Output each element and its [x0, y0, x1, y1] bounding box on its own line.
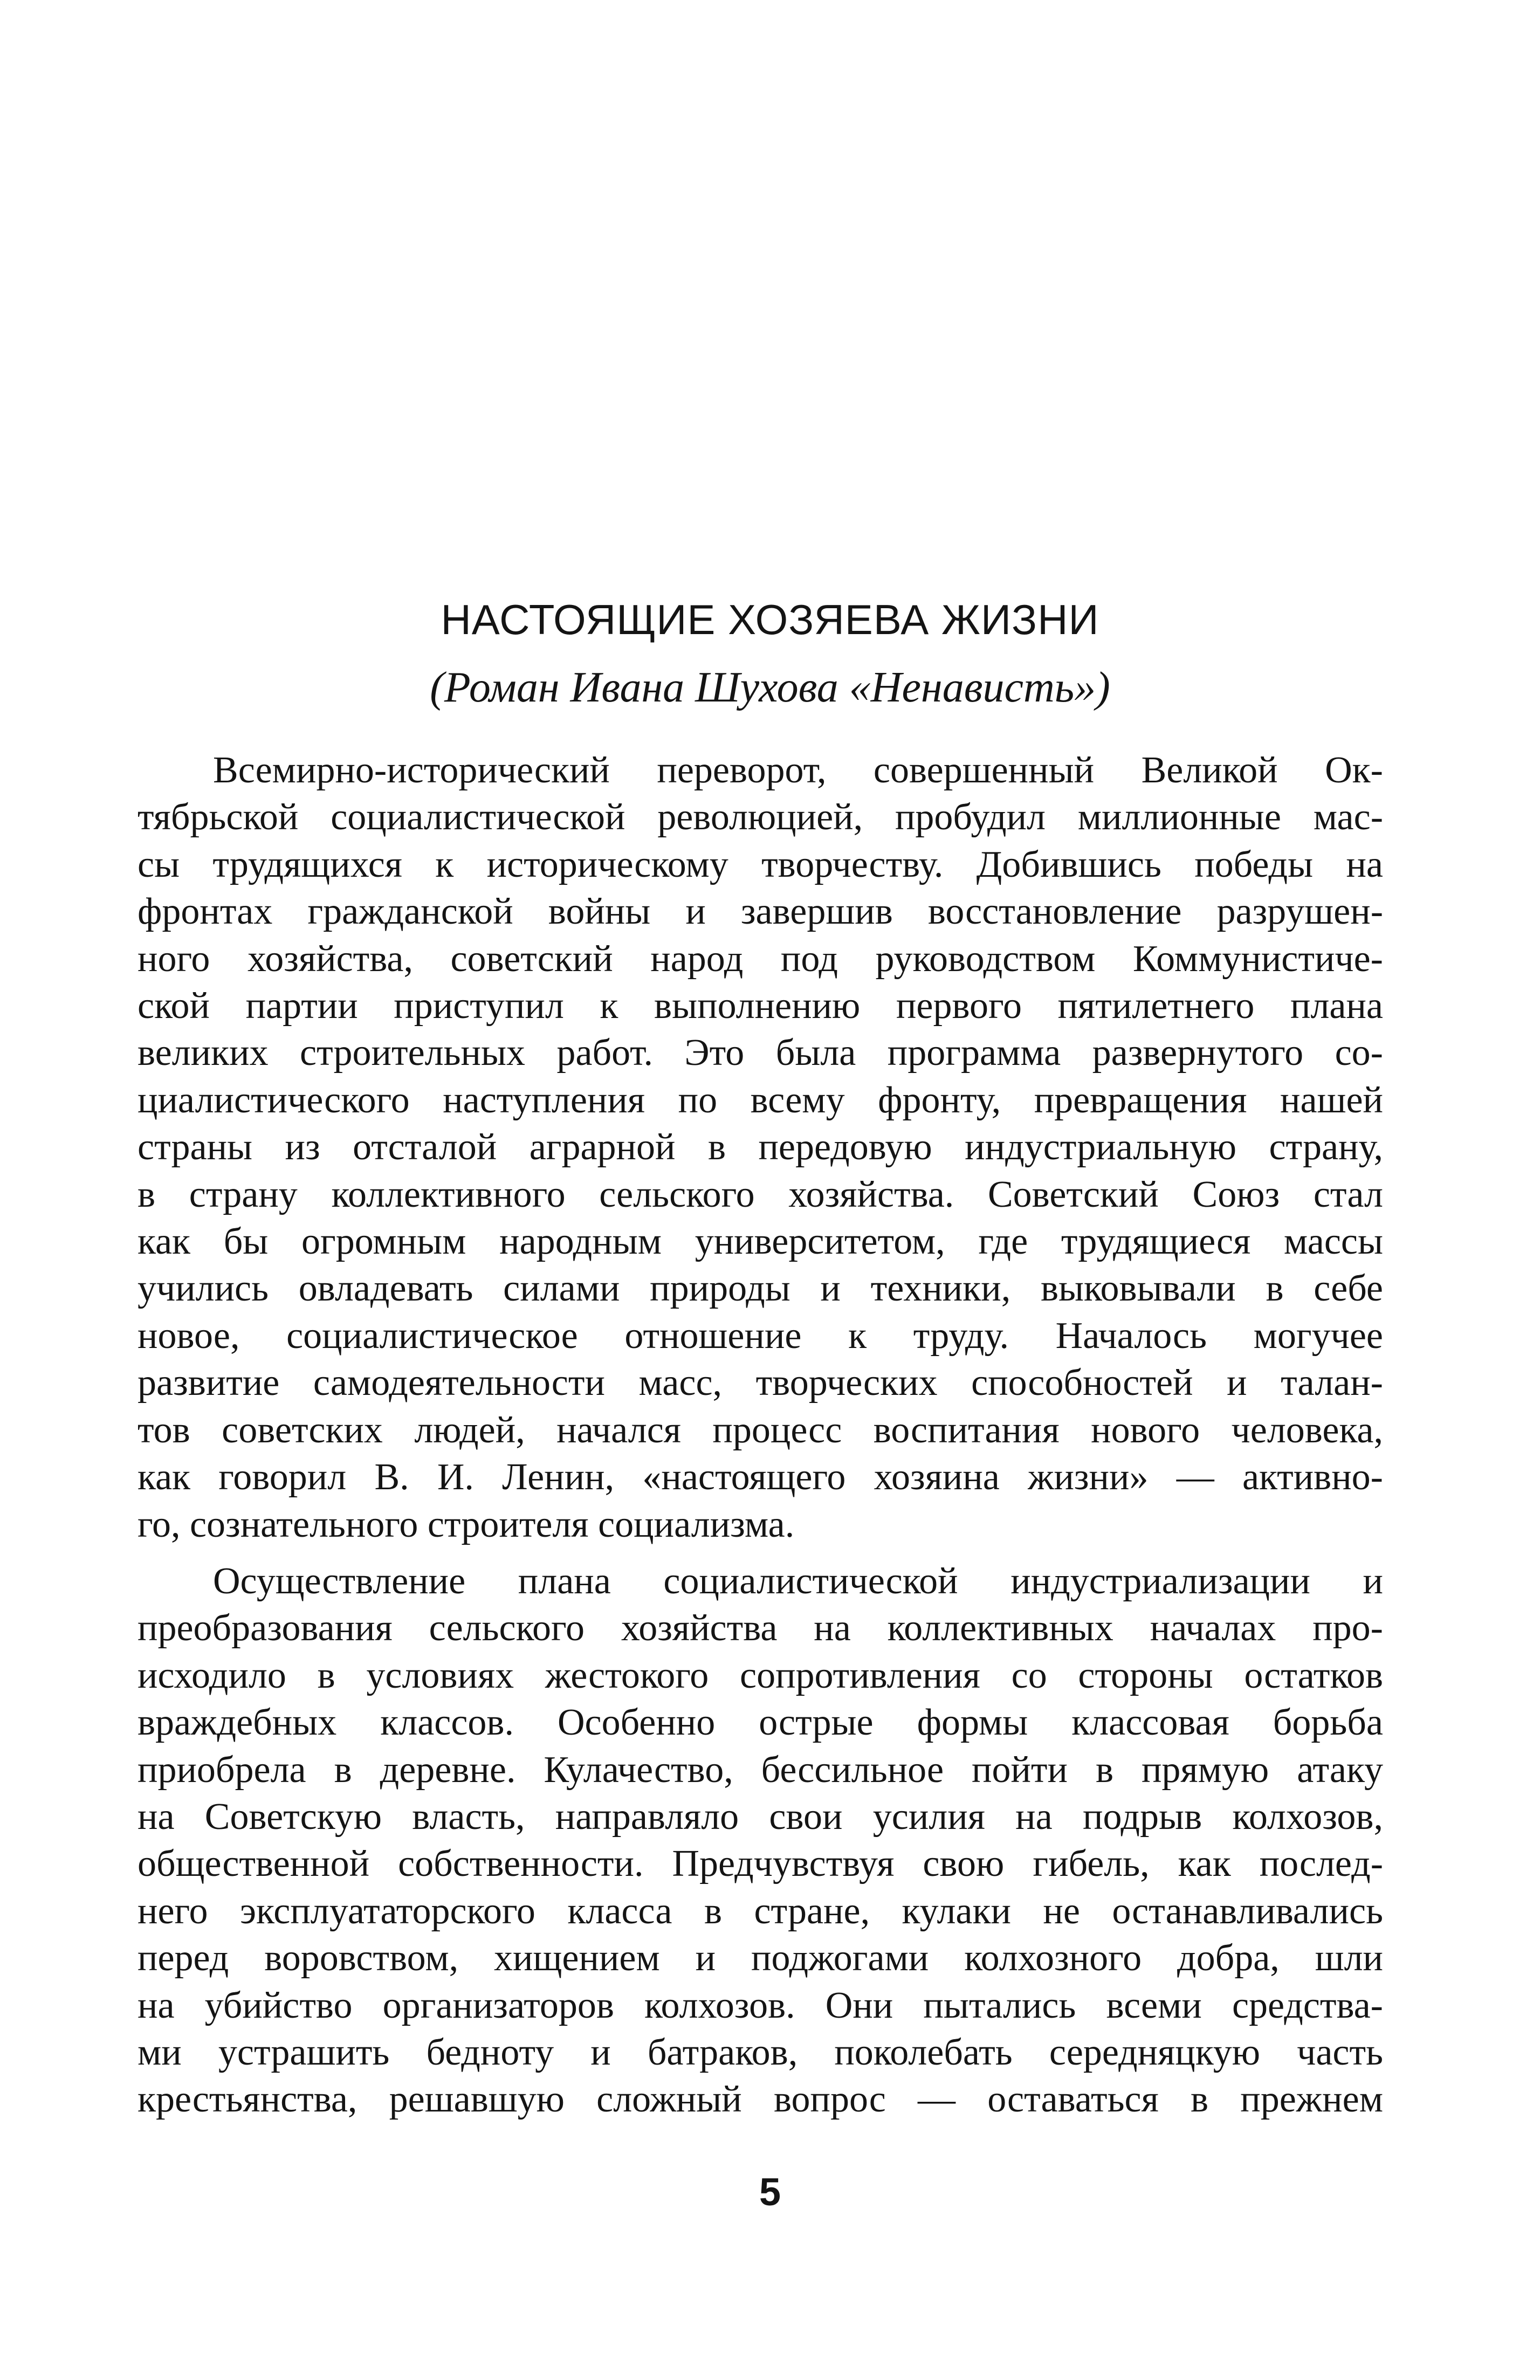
paragraph-1	[138, 747, 1383, 1548]
text-line: перед воровством, хищением и поджогами колхозного добра, шли	[138, 1937, 1383, 1979]
text-line: преобразования сельского хозяйства на коллективных началах про-	[138, 1607, 1383, 1649]
page-number: 5	[759, 2171, 781, 2214]
text-line: враждебных классов. Особенно острые формы классовая борьба	[138, 1702, 1383, 1744]
text-line: общественной собственности. Предчувствуя свою гибель, как послед-	[138, 1843, 1383, 1885]
text-line: страны из отсталой аграрной в передовую индустриальную страну,	[138, 1126, 1383, 1168]
text-line: великих строительных работ. Это была программа развернутого со-	[138, 1032, 1383, 1074]
text-line: тов советских людей, начался процесс воспитания нового человека,	[138, 1409, 1383, 1451]
text-line: в страну коллективного сельского хозяйства. Советский Союз стал	[138, 1173, 1383, 1215]
body-text	[138, 747, 1383, 2133]
text-line: новое, социалистическое отношение к труду. Началось могучее	[138, 1315, 1383, 1357]
text-line: Осуществление плана социалистической индустриализации и	[213, 1560, 1383, 1602]
text-line: ного хозяйства, советский народ под руководством Коммунистиче-	[138, 938, 1383, 980]
text-line: крестьянства, решавшую сложный вопрос — оставаться в прежнем	[138, 2079, 1383, 2121]
text-line: приобрела в деревне. Кулачество, бессильное пойти в прямую атаку	[138, 1749, 1383, 1791]
text-line: Всемирно-исторический переворот, совершенный Великой Ок-	[213, 749, 1383, 791]
text-line: исходило в условиях жестокого сопротивления со стороны остатков	[138, 1654, 1383, 1696]
text-line: развитие самодеятельности масс, творческих способностей и талан-	[138, 1362, 1383, 1404]
text-line: на убийство организаторов колхозов. Они пытались всеми средства-	[138, 1984, 1383, 2026]
text-line: как бы огромным народным университетом, где трудящиеся массы	[138, 1221, 1383, 1263]
chapter-title: НАСТОЯЩИЕ ХОЗЯЕВА ЖИЗНИ	[441, 596, 1099, 643]
text-line: сы трудящихся к историческому творчеству. Добившись победы на	[138, 843, 1383, 885]
text-line: ской партии приступил к выполнению первого пятилетнего плана	[138, 985, 1383, 1027]
text-line: тябрьской социалистической революцией, пробудил миллионные мас-	[138, 796, 1383, 838]
text-line: учились овладевать силами природы и техники, выковывали в себе	[138, 1268, 1383, 1310]
text-line: как говорил В. И. Ленин, «настоящего хозяина жизни» — активно-	[138, 1456, 1383, 1498]
text-line: го, сознательного строителя социализма.	[138, 1503, 795, 1545]
text-line: циалистического наступления по всему фронту, превращения нашей	[138, 1079, 1383, 1121]
text-line: на Советскую власть, направляло свои усилия на подрыв колхозов,	[138, 1796, 1383, 1838]
paragraph-2	[138, 1558, 1383, 2123]
text-line: фронтах гражданской войны и завершив восстановление разрушен-	[138, 891, 1383, 933]
text-line: него эксплуататорского класса в стране, кулаки не останавливались	[138, 1890, 1383, 1932]
text-line: ми устрашить бедноту и батраков, поколебать середняцкую часть	[138, 2031, 1383, 2073]
chapter-subtitle: (Роман Ивана Шухова «Ненависть»)	[430, 664, 1110, 711]
